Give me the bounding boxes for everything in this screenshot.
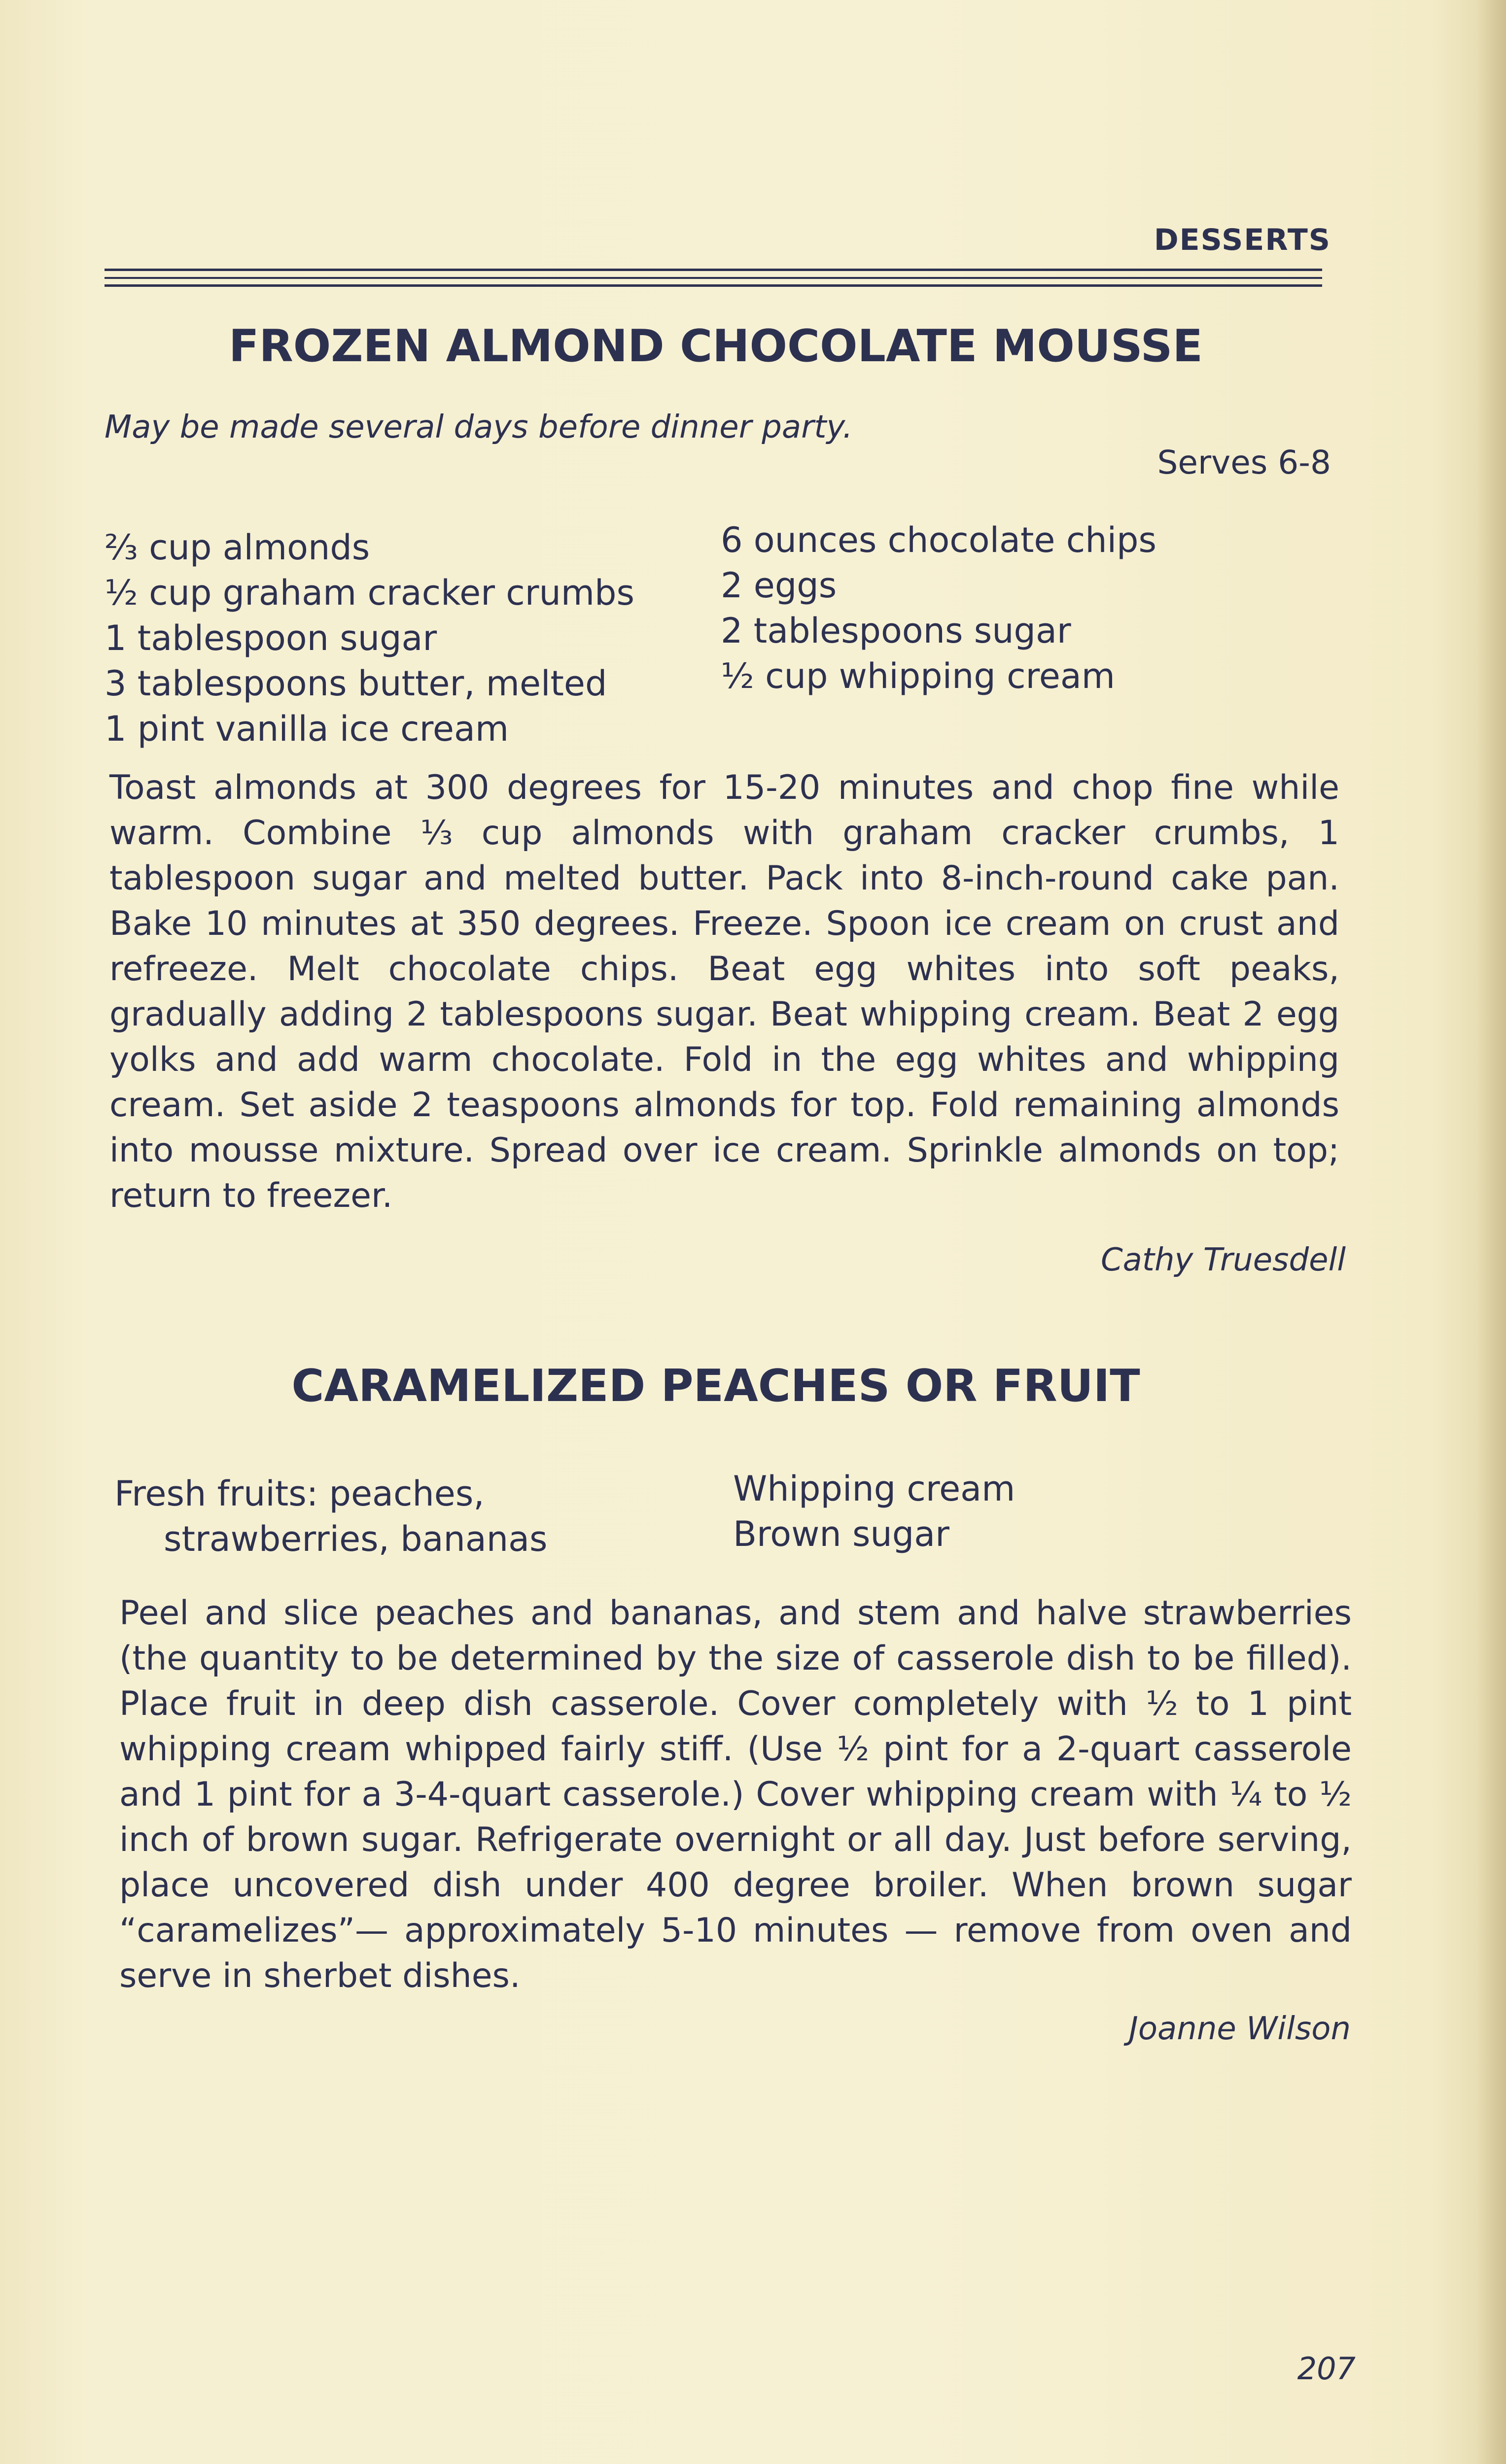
recipe-author: Cathy Truesdell [1100, 1242, 1346, 1278]
ingredient-item: Brown sugar [733, 1514, 949, 1554]
section-label: DESSERTS [1154, 223, 1331, 257]
ingredient-list-left [105, 525, 634, 752]
recipe-directions: Toast almonds at 300 degrees for 15-20 minutes and chop fine while warm. Combine ⅓ cup almonds with graham cracker crumbs, 1 tablespoon sugar and melted butter. Pack into 8-inch-round cake pan. Bake 10 minutes at 350 degrees. Freeze. Spoon ice cream on crust and refreeze. Melt chocolate chips. Beat egg whites into soft peaks, gradually adding 2 tablespoons sugar. Beat whipping cream. Beat 2 egg yolks and add warm chocolate. Fold in the egg whites and whipping cream. Set aside 2 teaspoons almonds for top. Fold remaining almonds into mousse mixture. Spread over ice cream. Sprinkle almonds on top; return to freezer. [109, 768, 1339, 1215]
ingredient-item: ½ cup whipping cream [721, 656, 1115, 696]
page-number: 207 [1297, 2351, 1356, 2387]
header-rule [105, 284, 1322, 287]
header-rule [105, 277, 1322, 279]
serves-count: Serves 6-8 [1157, 444, 1331, 481]
recipe-author: Joanne Wilson [1129, 2011, 1351, 2047]
recipe-note: May be made several days before dinner party. [105, 409, 853, 445]
recipe-title: FROZEN ALMOND CHOCOLATE MOUSSE [228, 320, 1203, 372]
ingredient-list-right [721, 517, 1156, 699]
ingredient-item: Whipping cream [733, 1469, 1016, 1509]
ingredient-item: 1 pint vanilla ice cream [105, 709, 509, 749]
ingredient-item: 2 eggs [721, 565, 837, 606]
ingredient-item: ½ cup graham cracker crumbs [105, 573, 634, 613]
ingredient-item: strawberries, bananas [164, 1519, 548, 1559]
ingredient-item: 2 tablespoons sugar [721, 611, 1071, 651]
recipe-directions: Peel and slice peaches and bananas, and stem and halve strawberries (the quantity to be determined by the size of casserole dish to be filled). Place fruit in deep dish casserole. Cover completely with ½ to 1 pint whipping cream whipped fairly stiff. (Use ½ pint for a 2-quart casserole and 1 pint for a 3-4-quart casserole.) Cover whipping cream with ¼ to ½ inch of brown sugar. Refrigerate overnight or all day. Just before serving, place uncovered dish under 400 degree broiler. When brown sugar “caramelizes”— approximately 5-10 minutes — remove from oven and serve in sherbet dishes. [119, 1594, 1352, 1995]
spine-shadow [1476, 0, 1506, 2464]
ingredient-item: ⅔ cup almonds [105, 527, 370, 568]
header-rule [105, 269, 1322, 271]
ingredient-item: 6 ounces chocolate chips [721, 520, 1156, 560]
ingredient-item: 1 tablespoon sugar [105, 618, 437, 658]
ingredient-item: Fresh fruits: peaches, [114, 1473, 485, 1514]
ingredient-item: 3 tablespoons butter, melted [105, 663, 607, 704]
ingredient-list-left [114, 1471, 547, 1562]
recipe-title: CARAMELIZED PEACHES OR FRUIT [291, 1360, 1140, 1412]
ingredient-list-right [733, 1466, 1015, 1557]
